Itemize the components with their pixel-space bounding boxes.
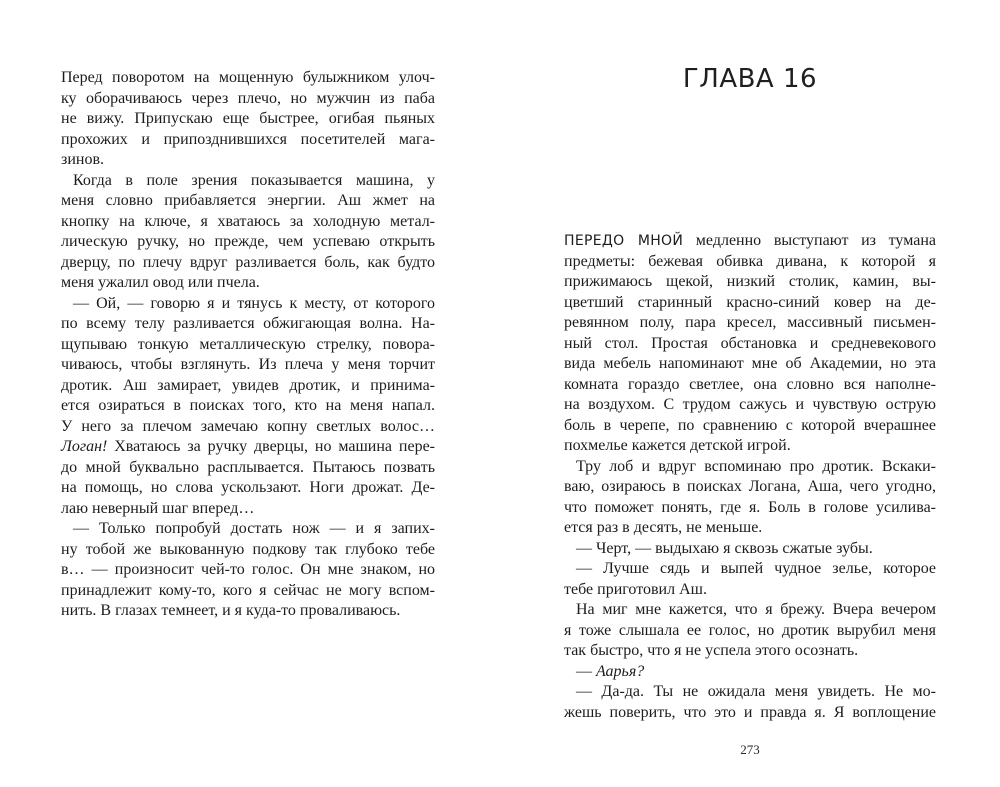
text-line: на помощь, но слова ускользают. Ноги дрожат. Де-	[61, 479, 435, 496]
text-line: дротик. Аш замирает, увидев дротик, и принима-	[61, 376, 435, 394]
italic-question: Аарья?	[596, 662, 645, 680]
right-page-text	[564, 231, 936, 723]
text-line: — Черт, — выдыхаю я сквозь сжатые зубы.	[576, 539, 873, 557]
right-paragraph-2	[564, 457, 936, 539]
right-paragraph-1	[564, 231, 936, 457]
text-line: по всему телу разливается обжигающая волна. На-	[61, 315, 435, 332]
text-line: ревянном полу, пара кресел, массивный письмен-	[564, 314, 936, 331]
text-line: лическую ручку, но прежде, чем успеваю открыть	[61, 233, 435, 250]
text-line: чиваюсь, чтобы взглянуть. Из плеча у меня торчит	[61, 356, 435, 373]
text-line: кнопку на ключе, я хватаюсь за холодную метал-	[61, 212, 435, 230]
page-number: 273	[740, 742, 760, 757]
right-paragraph-4	[564, 559, 936, 600]
text-line: ку оборачиваюсь через плечо, но мужчин из паба	[61, 89, 435, 107]
text-line: На миг мне кажется, что я брежу. Вчера вечером	[576, 601, 936, 618]
left-paragraph-4	[61, 519, 435, 622]
left-paragraph-2	[61, 171, 435, 294]
text-line-rest: Хватаюсь за ручку дверцы, но машина пере-	[107, 438, 435, 455]
text-line: дверцу, по плечу вдруг разливается боль, как будто	[61, 253, 435, 271]
text-line: — Только попробуй достать нож — и я запих-	[73, 520, 435, 537]
text-line	[61, 437, 435, 458]
chapter-title: ГЛАВА 16	[682, 64, 818, 94]
text-line: похмелье кажется детской игрой.	[564, 437, 791, 454]
left-page-text	[61, 68, 435, 622]
text-line: прохожих и припозднившихся посетителей магa-	[61, 130, 435, 148]
text-line: ну тобой же выкованную подкову так глубоко тебе	[61, 540, 435, 558]
italic-exclamation: Логан!	[61, 438, 108, 455]
text-line: зинов.	[61, 151, 104, 168]
right-paragraph-3	[564, 539, 936, 560]
text-line: что поможет понять, где я. Боль в голове усилива-	[564, 498, 936, 516]
right-paragraph-7	[564, 682, 936, 723]
text-line: ваю, озираюсь в поисках Логана, Аша, чего угодно,	[564, 478, 936, 495]
text-line: — Лучше сядь и выпей чудное зелье, которое	[576, 560, 936, 577]
text-line: прижимаюсь щекой, низкий столик, камин, вы-	[564, 273, 936, 290]
right-paragraph-5	[564, 600, 936, 662]
text-line	[564, 231, 936, 252]
text-line: жешь поверить, что это и правда я. Я воплощение	[564, 703, 936, 721]
text-line: У него за плечом замечаю копну светлых волос…	[61, 417, 435, 435]
text-line: вида мебель напоминают мне об Академии, но эта	[564, 355, 936, 372]
text-line: меня словно прибавляется энергии. Аш жмет на	[61, 192, 435, 209]
left-paragraph-3	[61, 294, 435, 520]
text-line: ный стол. Простая обстановка и средневекового	[564, 334, 936, 352]
chapter-lead-caps: ПЕРЕДО МНОЙ	[564, 233, 684, 249]
text-line: лаю неверный шаг вперед…	[61, 499, 255, 517]
text-line: принадлежит кому-то, кого я сейчас не могу вспом-	[61, 581, 435, 599]
right-paragraph-6	[564, 662, 936, 683]
text-line: так быстро, что я не успела этого осознать.	[564, 642, 859, 659]
text-line: предметы: бежевая обивка дивана, к которой я	[564, 252, 936, 270]
text-line-rest: медленно выступают из тумана	[683, 232, 937, 249]
text-line: боль в черепе, по сравнению с которой вчерашнее	[564, 416, 936, 434]
text-line: комната гораздо светлее, она словно вся наполне-	[564, 375, 936, 393]
text-line: Тру лоб и вдруг вспоминаю про дротик. Вскаки-	[576, 457, 936, 475]
text-line: тебе приготовил Аш.	[564, 580, 707, 598]
left-paragraph-1	[61, 68, 435, 171]
text-line: нить. В глазах темнеет, и я куда-то проваливаюсь.	[61, 602, 401, 619]
text-line: на воздухом. С трудом сажусь и чувствую острую	[564, 396, 936, 413]
text-line: — Да-да. Ты не ожидала меня увидеть. Не мо-	[576, 683, 936, 700]
text-line: Когда в поле зрения показывается машина, у	[73, 171, 435, 189]
text-line: меня ужалил овод или пчела.	[61, 274, 260, 291]
text-line: не вижу. Припускаю еще быстрее, огибая пьяных	[61, 110, 435, 127]
text-line: я тоже слышала ее голос, но дротик вырубил меня	[564, 621, 936, 639]
text-line: ется раз в десять, не меньше.	[564, 519, 763, 536]
text-line: цветший старинный красно-синий ковер на де-	[564, 293, 936, 311]
dash-prefix: —	[576, 662, 596, 680]
text-line: щупываю тонкую металлическую стрелку, повора-	[61, 335, 435, 353]
text-line: до мной буквально расплывается. Пытаюсь позвать	[61, 458, 435, 476]
text-line: — Ой, — говорю я и тянусь к месту, от которого	[73, 294, 435, 312]
text-line: ется озираться в поисках того, кто на меня напал.	[61, 397, 435, 414]
text-line	[564, 662, 936, 683]
text-line: Перед поворотом на мощенную булыжником улоч-	[61, 69, 435, 86]
text-line: в… — произносит чей-то голос. Он мне знаком, но	[61, 561, 435, 578]
